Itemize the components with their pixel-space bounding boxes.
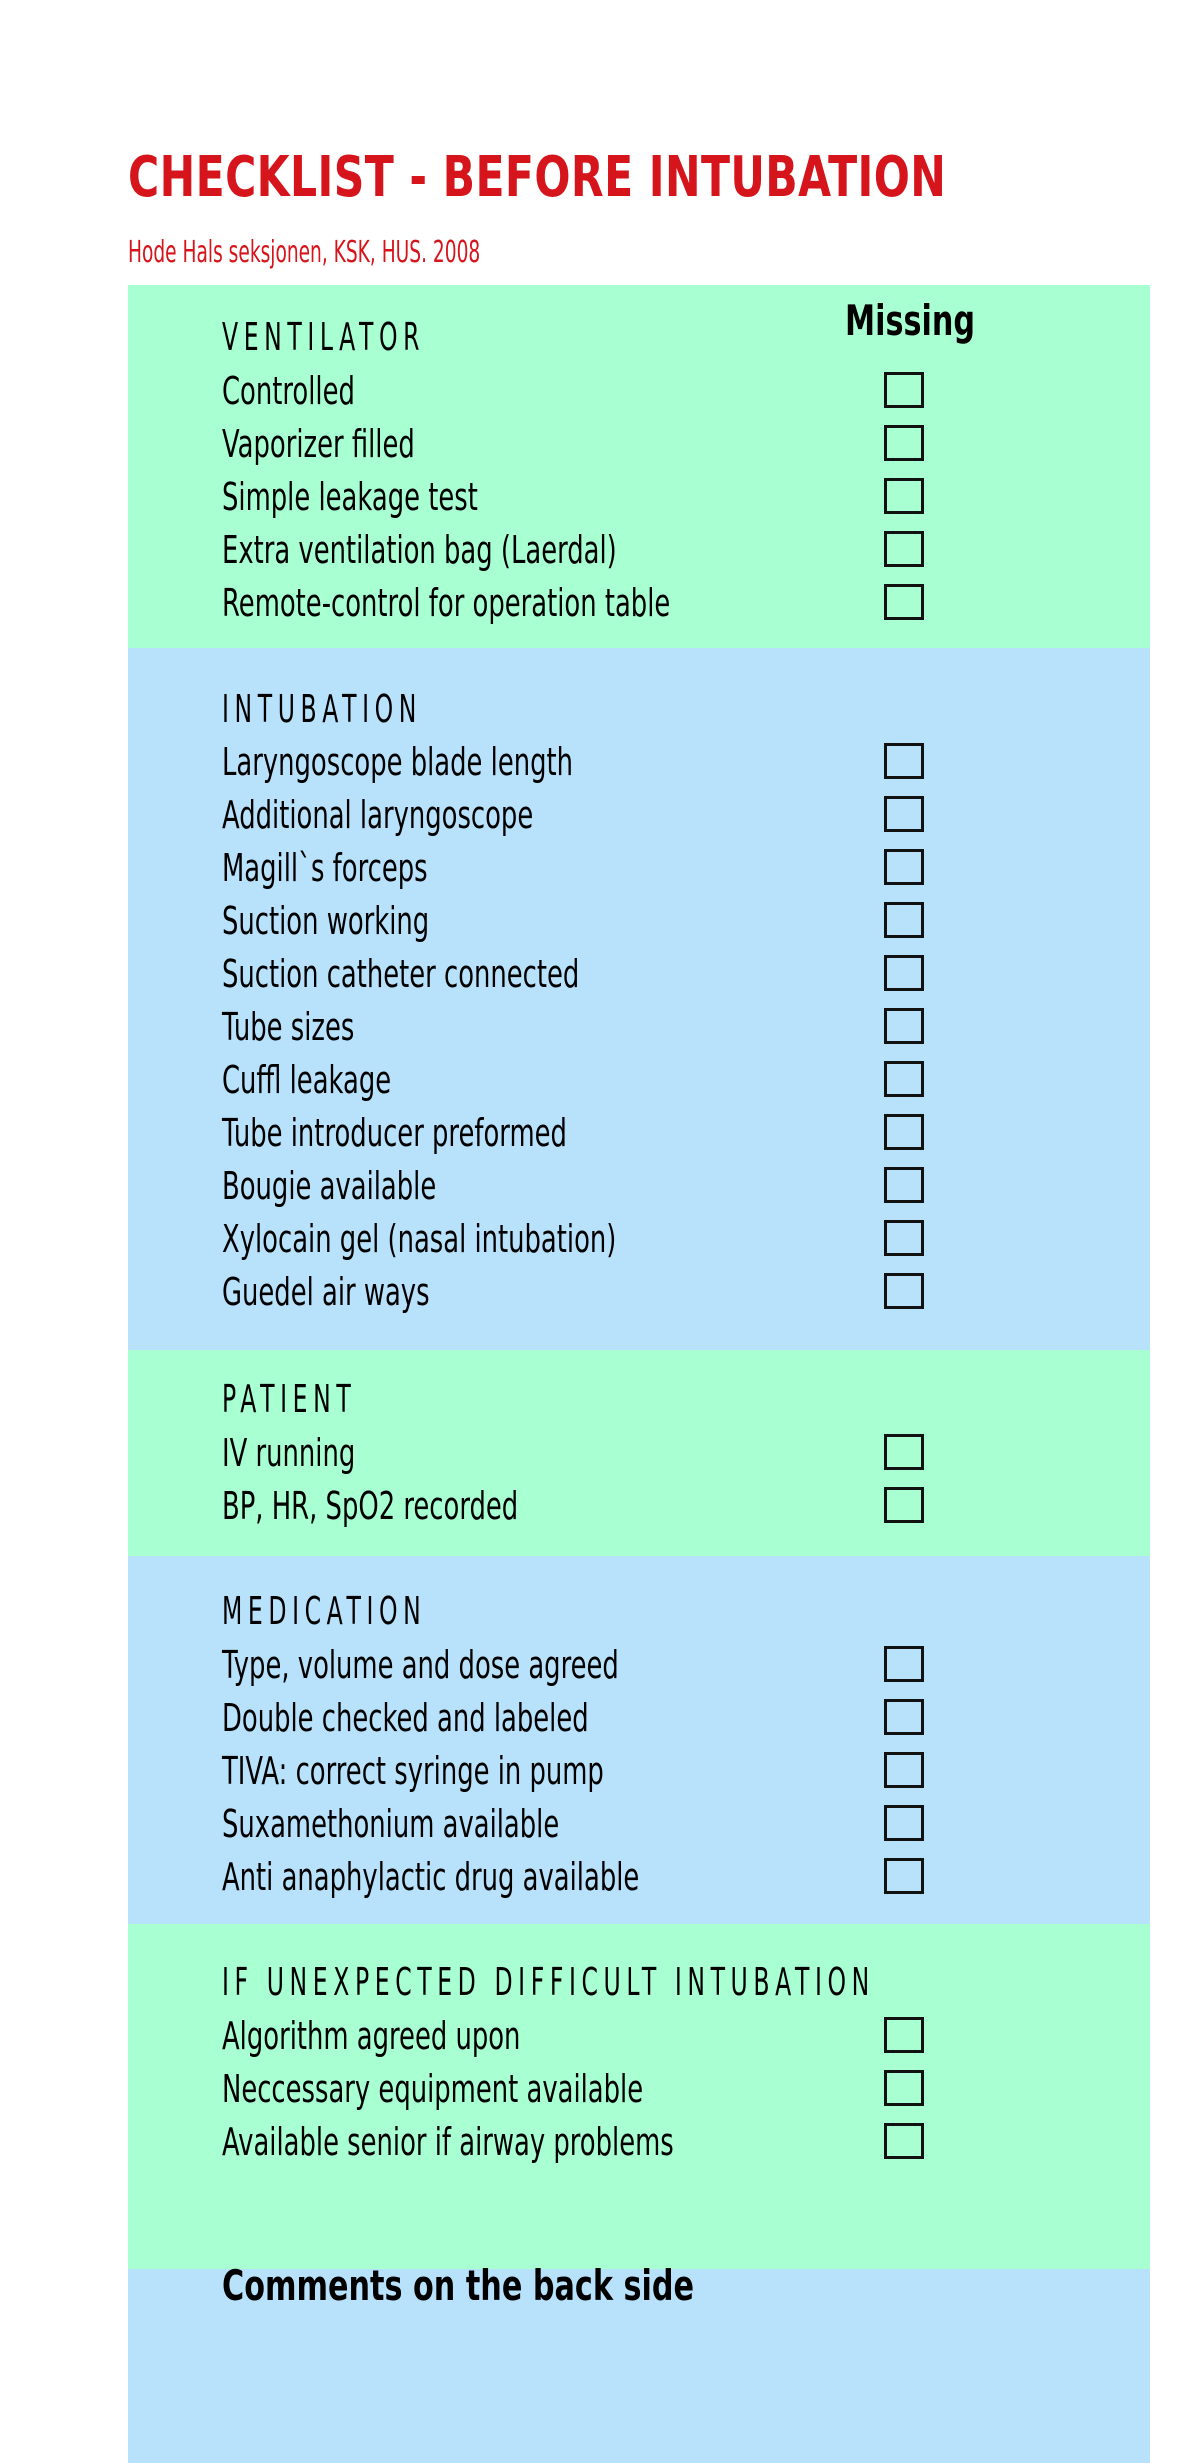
checkbox-additional-laryngoscope[interactable] [884, 796, 924, 832]
checkbox-tube-introducer[interactable] [884, 1114, 924, 1150]
checkbox-iv-running[interactable] [884, 1434, 924, 1470]
checkbox-cuff-leakage[interactable] [884, 1061, 924, 1097]
checkbox-extra-ventilation-bag[interactable] [884, 531, 924, 567]
item-label-magills-forceps: Magill`s forceps [222, 846, 428, 890]
checkbox-suction-working[interactable] [884, 902, 924, 938]
checkbox-available-senior[interactable] [884, 2123, 924, 2159]
checkbox-vaporizer-filled[interactable] [884, 425, 924, 461]
checkbox-remote-control[interactable] [884, 584, 924, 620]
item-label-tiva-syringe: TIVA: correct syringe in pump [222, 1749, 604, 1793]
item-label-necessary-equipment: Neccessary equipment available [222, 2067, 644, 2111]
checkbox-algorithm-agreed[interactable] [884, 2017, 924, 2053]
page-subtitle: Hode Hals seksjonen, KSK, HUS. 2008 [128, 235, 481, 270]
item-label-vaporizer-filled: Vaporizer filled [222, 422, 415, 466]
checkbox-necessary-equipment[interactable] [884, 2070, 924, 2106]
section-heading-ventilator: VENTILATOR [222, 315, 426, 359]
page-title: CHECKLIST - BEFORE INTUBATION [128, 145, 947, 210]
item-label-tube-introducer: Tube introducer preformed [222, 1111, 567, 1155]
checkbox-anti-anaphylactic[interactable] [884, 1858, 924, 1894]
item-label-xylocain-gel: Xylocain gel (nasal intubation) [222, 1217, 617, 1261]
section-heading-medication: MEDICATION [222, 1589, 427, 1633]
checkbox-double-checked[interactable] [884, 1699, 924, 1735]
missing-column-header: Missing [845, 296, 976, 345]
checkbox-magills-forceps[interactable] [884, 849, 924, 885]
item-label-suction-catheter: Suction catheter connected [222, 952, 580, 996]
item-label-suxamethonium: Suxamethonium available [222, 1802, 560, 1846]
checkbox-xylocain-gel[interactable] [884, 1220, 924, 1256]
checkbox-bougie[interactable] [884, 1167, 924, 1203]
section-heading-difficult-intubation: IF UNEXPECTED DIFFICULT INTUBATION [222, 1960, 875, 2004]
checkbox-suction-catheter[interactable] [884, 955, 924, 991]
item-label-available-senior: Available senior if airway problems [222, 2120, 674, 2164]
item-label-dose-agreed: Type, volume and dose agreed [222, 1643, 619, 1687]
checkbox-vitals-recorded[interactable] [884, 1487, 924, 1523]
item-label-laryngoscope-blade: Laryngoscope blade length [222, 740, 574, 784]
item-label-tube-sizes: Tube sizes [222, 1005, 355, 1049]
checkbox-suxamethonium[interactable] [884, 1805, 924, 1841]
section-heading-patient: PATIENT [222, 1377, 357, 1421]
comments-note: Comments on the back side [222, 2261, 695, 2310]
section-heading-intubation: INTUBATION [222, 687, 422, 731]
item-label-extra-ventilation-bag: Extra ventilation bag (Laerdal) [222, 528, 617, 572]
item-label-remote-control: Remote-control for operation table [222, 581, 671, 625]
checkbox-guedel-airways[interactable] [884, 1273, 924, 1309]
item-label-vitals-recorded: BP, HR, SpO2 recorded [222, 1484, 519, 1528]
checkbox-laryngoscope-blade[interactable] [884, 743, 924, 779]
checkbox-tiva-syringe[interactable] [884, 1752, 924, 1788]
item-label-additional-laryngoscope: Additional laryngoscope [222, 793, 534, 837]
checkbox-controlled[interactable] [884, 372, 924, 408]
item-label-double-checked: Double checked and labeled [222, 1696, 589, 1740]
item-label-iv-running: IV running [222, 1431, 356, 1475]
item-label-cuff-leakage: Cuffl leakage [222, 1058, 392, 1102]
checkbox-dose-agreed[interactable] [884, 1646, 924, 1682]
item-label-controlled: Controlled [222, 369, 355, 413]
checkbox-simple-leakage-test[interactable] [884, 478, 924, 514]
item-label-suction-working: Suction working [222, 899, 430, 943]
item-label-anti-anaphylactic: Anti anaphylactic drug available [222, 1855, 640, 1899]
item-label-algorithm-agreed: Algorithm agreed upon [222, 2014, 521, 2058]
item-label-guedel-airways: Guedel air ways [222, 1270, 430, 1314]
item-label-bougie: Bougie available [222, 1164, 437, 1208]
item-label-simple-leakage-test: Simple leakage test [222, 475, 478, 519]
checkbox-tube-sizes[interactable] [884, 1008, 924, 1044]
